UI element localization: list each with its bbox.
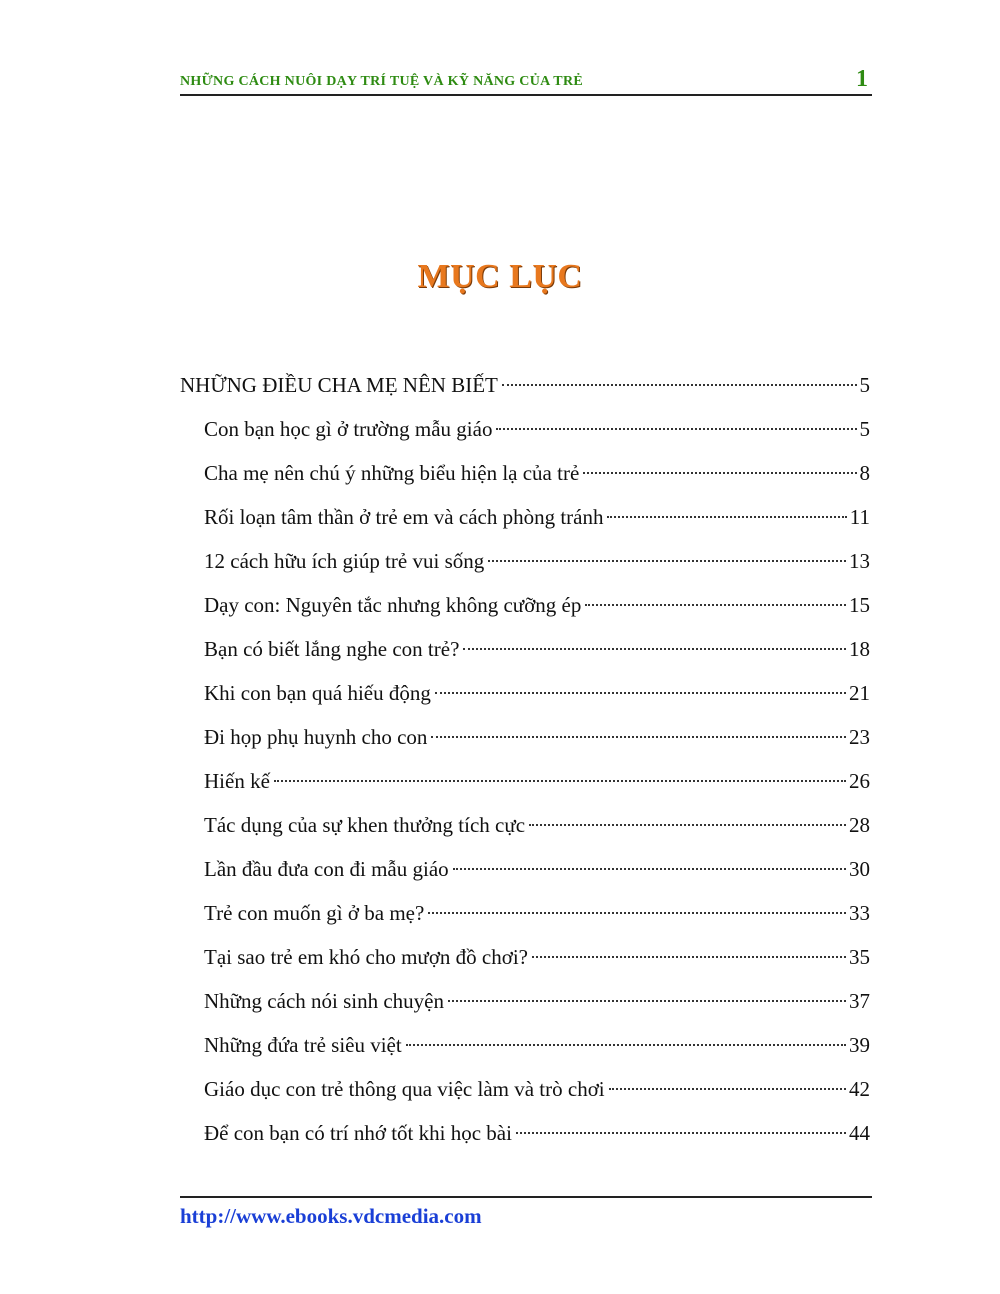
toc-entry[interactable] <box>180 940 870 984</box>
toc-entry-label: 12 cách hữu ích giúp trẻ vui sống <box>204 549 485 573</box>
toc-entry[interactable] <box>180 808 870 852</box>
toc-entry-page: 37 <box>849 989 870 1013</box>
toc-entry[interactable] <box>180 1028 870 1072</box>
toc-entry-label: Những cách nói sinh chuyện <box>204 989 444 1013</box>
toc-entry[interactable] <box>180 676 870 720</box>
toc-entry-page: 11 <box>849 505 870 529</box>
toc-entry-page: 30 <box>849 857 870 881</box>
toc-dot-leader <box>502 384 857 386</box>
toc-dot-leader <box>585 604 846 606</box>
toc-entry-page: 5 <box>859 373 870 397</box>
toc-entry-label: Dạy con: Nguyên tắc nhưng không cưỡng ép <box>204 593 582 617</box>
toc-entry-page: 42 <box>849 1077 870 1101</box>
toc-entry-label: NHỮNG ĐIỀU CHA MẸ NÊN BIẾT <box>180 373 498 397</box>
toc-entry[interactable] <box>180 412 870 456</box>
toc-entry-page: 26 <box>849 769 870 793</box>
toc-entry-label: Bạn có biết lắng nghe con trẻ? <box>204 637 460 661</box>
toc-entry-page: 13 <box>849 549 870 573</box>
toc-dot-leader <box>431 736 846 738</box>
toc-dot-leader <box>607 516 846 518</box>
toc-entry[interactable] <box>180 456 870 500</box>
toc-entry-page: 8 <box>859 461 870 485</box>
toc-entry-label: Cha mẹ nên chú ý những biểu hiện lạ của trẻ <box>204 461 580 485</box>
toc-dot-leader <box>448 1000 846 1002</box>
toc-entry-label: Để con bạn có trí nhớ tốt khi học bài <box>204 1121 512 1145</box>
toc-dot-leader <box>406 1044 846 1046</box>
toc-entry-page: 39 <box>849 1033 870 1057</box>
toc-entry-page: 5 <box>859 417 870 441</box>
toc-entry-label: Đi họp phụ huynh cho con <box>204 725 428 749</box>
toc-dot-leader <box>428 912 846 914</box>
toc-entry[interactable] <box>180 1116 870 1160</box>
toc-entry[interactable] <box>180 632 870 676</box>
toc-dot-leader <box>529 824 846 826</box>
header-title: NHỮNG CÁCH NUÔI DẠY TRÍ TUỆ VÀ KỸ NĂNG CỦA TRẺ <box>180 74 583 89</box>
toc-entry[interactable] <box>180 368 870 412</box>
toc-dot-leader <box>435 692 846 694</box>
toc-dot-leader <box>583 472 856 474</box>
toc-entry-label: Lần đầu đưa con đi mẫu giáo <box>204 857 449 881</box>
table-of-contents <box>180 368 870 1160</box>
toc-entry-page: 23 <box>849 725 870 749</box>
toc-entry[interactable] <box>180 588 870 632</box>
toc-entry[interactable] <box>180 500 870 544</box>
toc-entry-page: 18 <box>849 637 870 661</box>
toc-entry-label: Tại sao trẻ em khó cho mượn đồ chơi? <box>204 945 529 969</box>
toc-dot-leader <box>488 560 846 562</box>
toc-entry-label: Rối loạn tâm thần ở trẻ em và cách phòng tránh <box>204 505 604 529</box>
toc-entry-page: 21 <box>849 681 870 705</box>
toc-entry[interactable] <box>180 852 870 896</box>
toc-dot-leader <box>609 1088 846 1090</box>
toc-dot-leader <box>496 428 856 430</box>
toc-entry-label: Giáo dục con trẻ thông qua việc làm và trò chơi <box>204 1077 605 1101</box>
toc-entry-page: 44 <box>849 1121 870 1145</box>
toc-entry-page: 15 <box>849 593 870 617</box>
toc-entry-label: Trẻ con muốn gì ở ba mẹ? <box>204 901 425 925</box>
toc-entry[interactable] <box>180 764 870 808</box>
toc-entry-page: 35 <box>849 945 870 969</box>
toc-entry-page: 28 <box>849 813 870 837</box>
toc-dot-leader <box>516 1132 846 1134</box>
toc-entry[interactable] <box>180 544 870 588</box>
toc-dot-leader <box>453 868 846 870</box>
toc-entry[interactable] <box>180 984 870 1028</box>
toc-entry[interactable] <box>180 720 870 764</box>
toc-dot-leader <box>463 648 846 650</box>
toc-entry-label: Tác dụng của sự khen thưởng tích cực <box>204 813 526 837</box>
toc-entry[interactable] <box>180 896 870 940</box>
toc-dot-leader <box>532 956 846 958</box>
toc-entry-label: Những đứa trẻ siêu việt <box>204 1033 402 1057</box>
footer-url-link[interactable]: http://www.ebooks.vdcmedia.com <box>180 1204 482 1228</box>
footer-divider <box>180 1196 872 1198</box>
toc-entry-label: Khi con bạn quá hiếu động <box>204 681 431 705</box>
toc-entry-label: Con bạn học gì ở trường mẫu giáo <box>204 417 493 441</box>
toc-entry[interactable] <box>180 1072 870 1116</box>
page-header <box>180 68 872 96</box>
toc-entry-page: 33 <box>849 901 870 925</box>
toc-entry-label: Hiến kế <box>204 769 270 793</box>
header-page-number: 1 <box>856 66 868 92</box>
toc-title: MỤC LỤC <box>417 258 583 295</box>
toc-dot-leader <box>274 780 846 782</box>
